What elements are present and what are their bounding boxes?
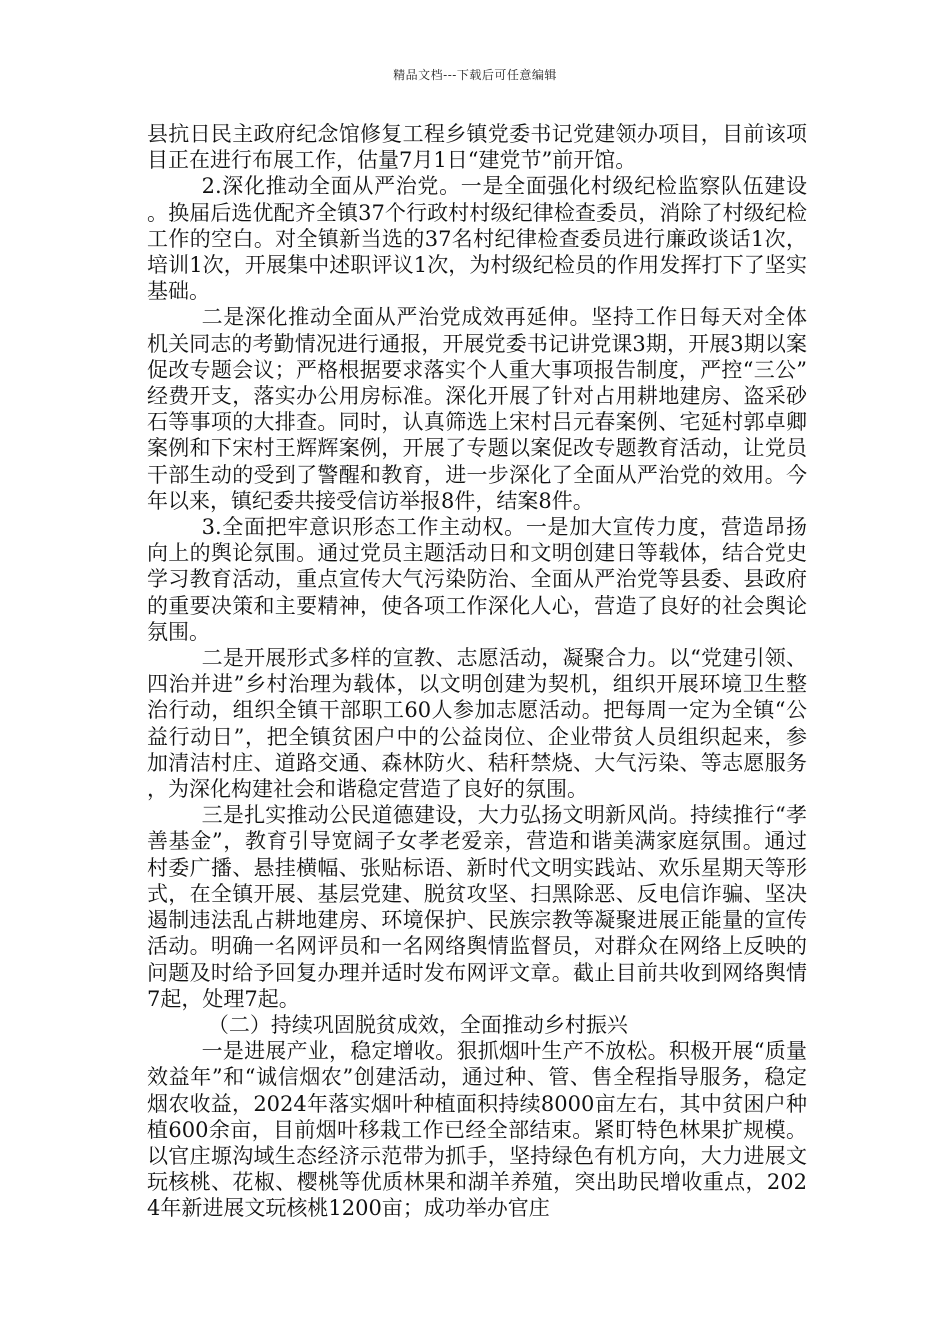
paragraph-strict-governance: 2.深化推动全面从严治党。一是全面强化村级纪检监察队伍建设。换届后选优配齐全镇37个行政村村级纪律检查委员，消除了村级纪检工作的空白。对全镇新当选的37名村纪律检查委员进行廉政谈话1次，培训1次，开展集中述职评议1次，为村级纪检员的作用发挥打下了坚实基础。 [147,174,807,304]
paragraph-industry-income: 一是进展产业，稳定增收。狠抓烟叶生产不放松。积极开展“质量效益年”和“诚信烟农”创建活动，通过种、管、售全程指导服务，稳定烟农收益，2024年落实烟叶种植面积持续8000亩左右，其中贫困户种植600余亩，目前烟叶移栽工作已经全部结束。紧盯特色林果扩规模。以官庄塬沟域生态经济示范带为抓手，坚持绿色有机方向，大力进展文玩核桃、花椒、樱桃等优质林果和湖羊养殖，突出助民增收重点，2024年新进展文玩核桃1200亩；成功举办官庄 [147,1039,807,1221]
document-body [147,121,807,1222]
page-header: 精品文档---下载后可任意编辑 [393,68,557,82]
paragraph-governance-extension: 二是深化推动全面从严治党成效再延伸。坚持工作日每天对全体机关同志的考勤情况进行通报，开展党委书记讲党课3期，开展3期以案促改专题会议；严格根据要求落实个人重大事项报告制度，严控“三公”经费开支，落实办公用房标准。深化开展了针对占用耕地建房、盗采砂石等事项的大排查。同时，认真筛选上宋村吕元春案例、宅延村郭卓卿案例和下宋村王辉辉案例，开展了专题以案促改专题教育活动，让党员干部生动的受到了警醒和教育，进一步深化了全面从严治党的效用。今年以来，镇纪委共接受信访举报8件，结案8件。 [147,305,807,513]
section-heading-rural-revitalization: （二）持续巩固脱贫成效，全面推动乡村振兴 [207,1012,628,1037]
paragraph-memorial-project: 县抗日民主政府纪念馆修复工程乡镇党委书记党建领办项目，目前该项目正在进行布展工作，估量7月1日“建党节”前开馆。 [147,122,807,173]
paragraph-volunteer-activities: 二是开展形式多样的宣教、志愿活动，凝聚合力。以“党建引领、四治并进”乡村治理为载体，以文明创建为契机，组织开展环境卫生整治行动，组织全镇干部职工60人参加志愿活动。把每周一定为全镇“公益行动日”，把全镇贫困户中的公益岗位、企业带贫人员组织起来，参加清洁村庄、道路交通、森林防火、秸秆禁烧、大气污染、等志愿服务，为深化构建社会和谐稳定营造了良好的氛围。 [147,646,807,802]
paragraph-ideology-work: 3.全面把牢意识形态工作主动权。一是加大宣传力度，营造昂扬向上的舆论氛围。通过党员主题活动日和文明创建日等载体，结合党史学习教育活动，重点宣传大气污染防治、全面从严治党等县委、县政府的重要决策和主要精神，使各项工作深化人心，营造了良好的社会舆论氛围。 [147,515,807,644]
paragraph-civic-morality: 三是扎实推动公民道德建设，大力弘扬文明新风尚。持续推行“孝善基金”，教育引导宽阔子女孝老爱亲，营造和谐美满家庭氛围。通过村委广播、悬挂横幅、张贴标语、新时代文明实践站、欢乐星期天等形式，在全镇开展、基层党建、脱贫攻坚、扫黑除恶、反电信诈骗、坚决遏制违法乱占耕地建房、环境保护、民族宗教等凝聚进展正能量的宣传活动。明确一名网评员和一名网络舆情监督员，对群众在网络上反映的问题及时给予回复办理并适时发布网评文章。截止目前共收到网络舆情7起，处理7起。 [147,803,807,1011]
